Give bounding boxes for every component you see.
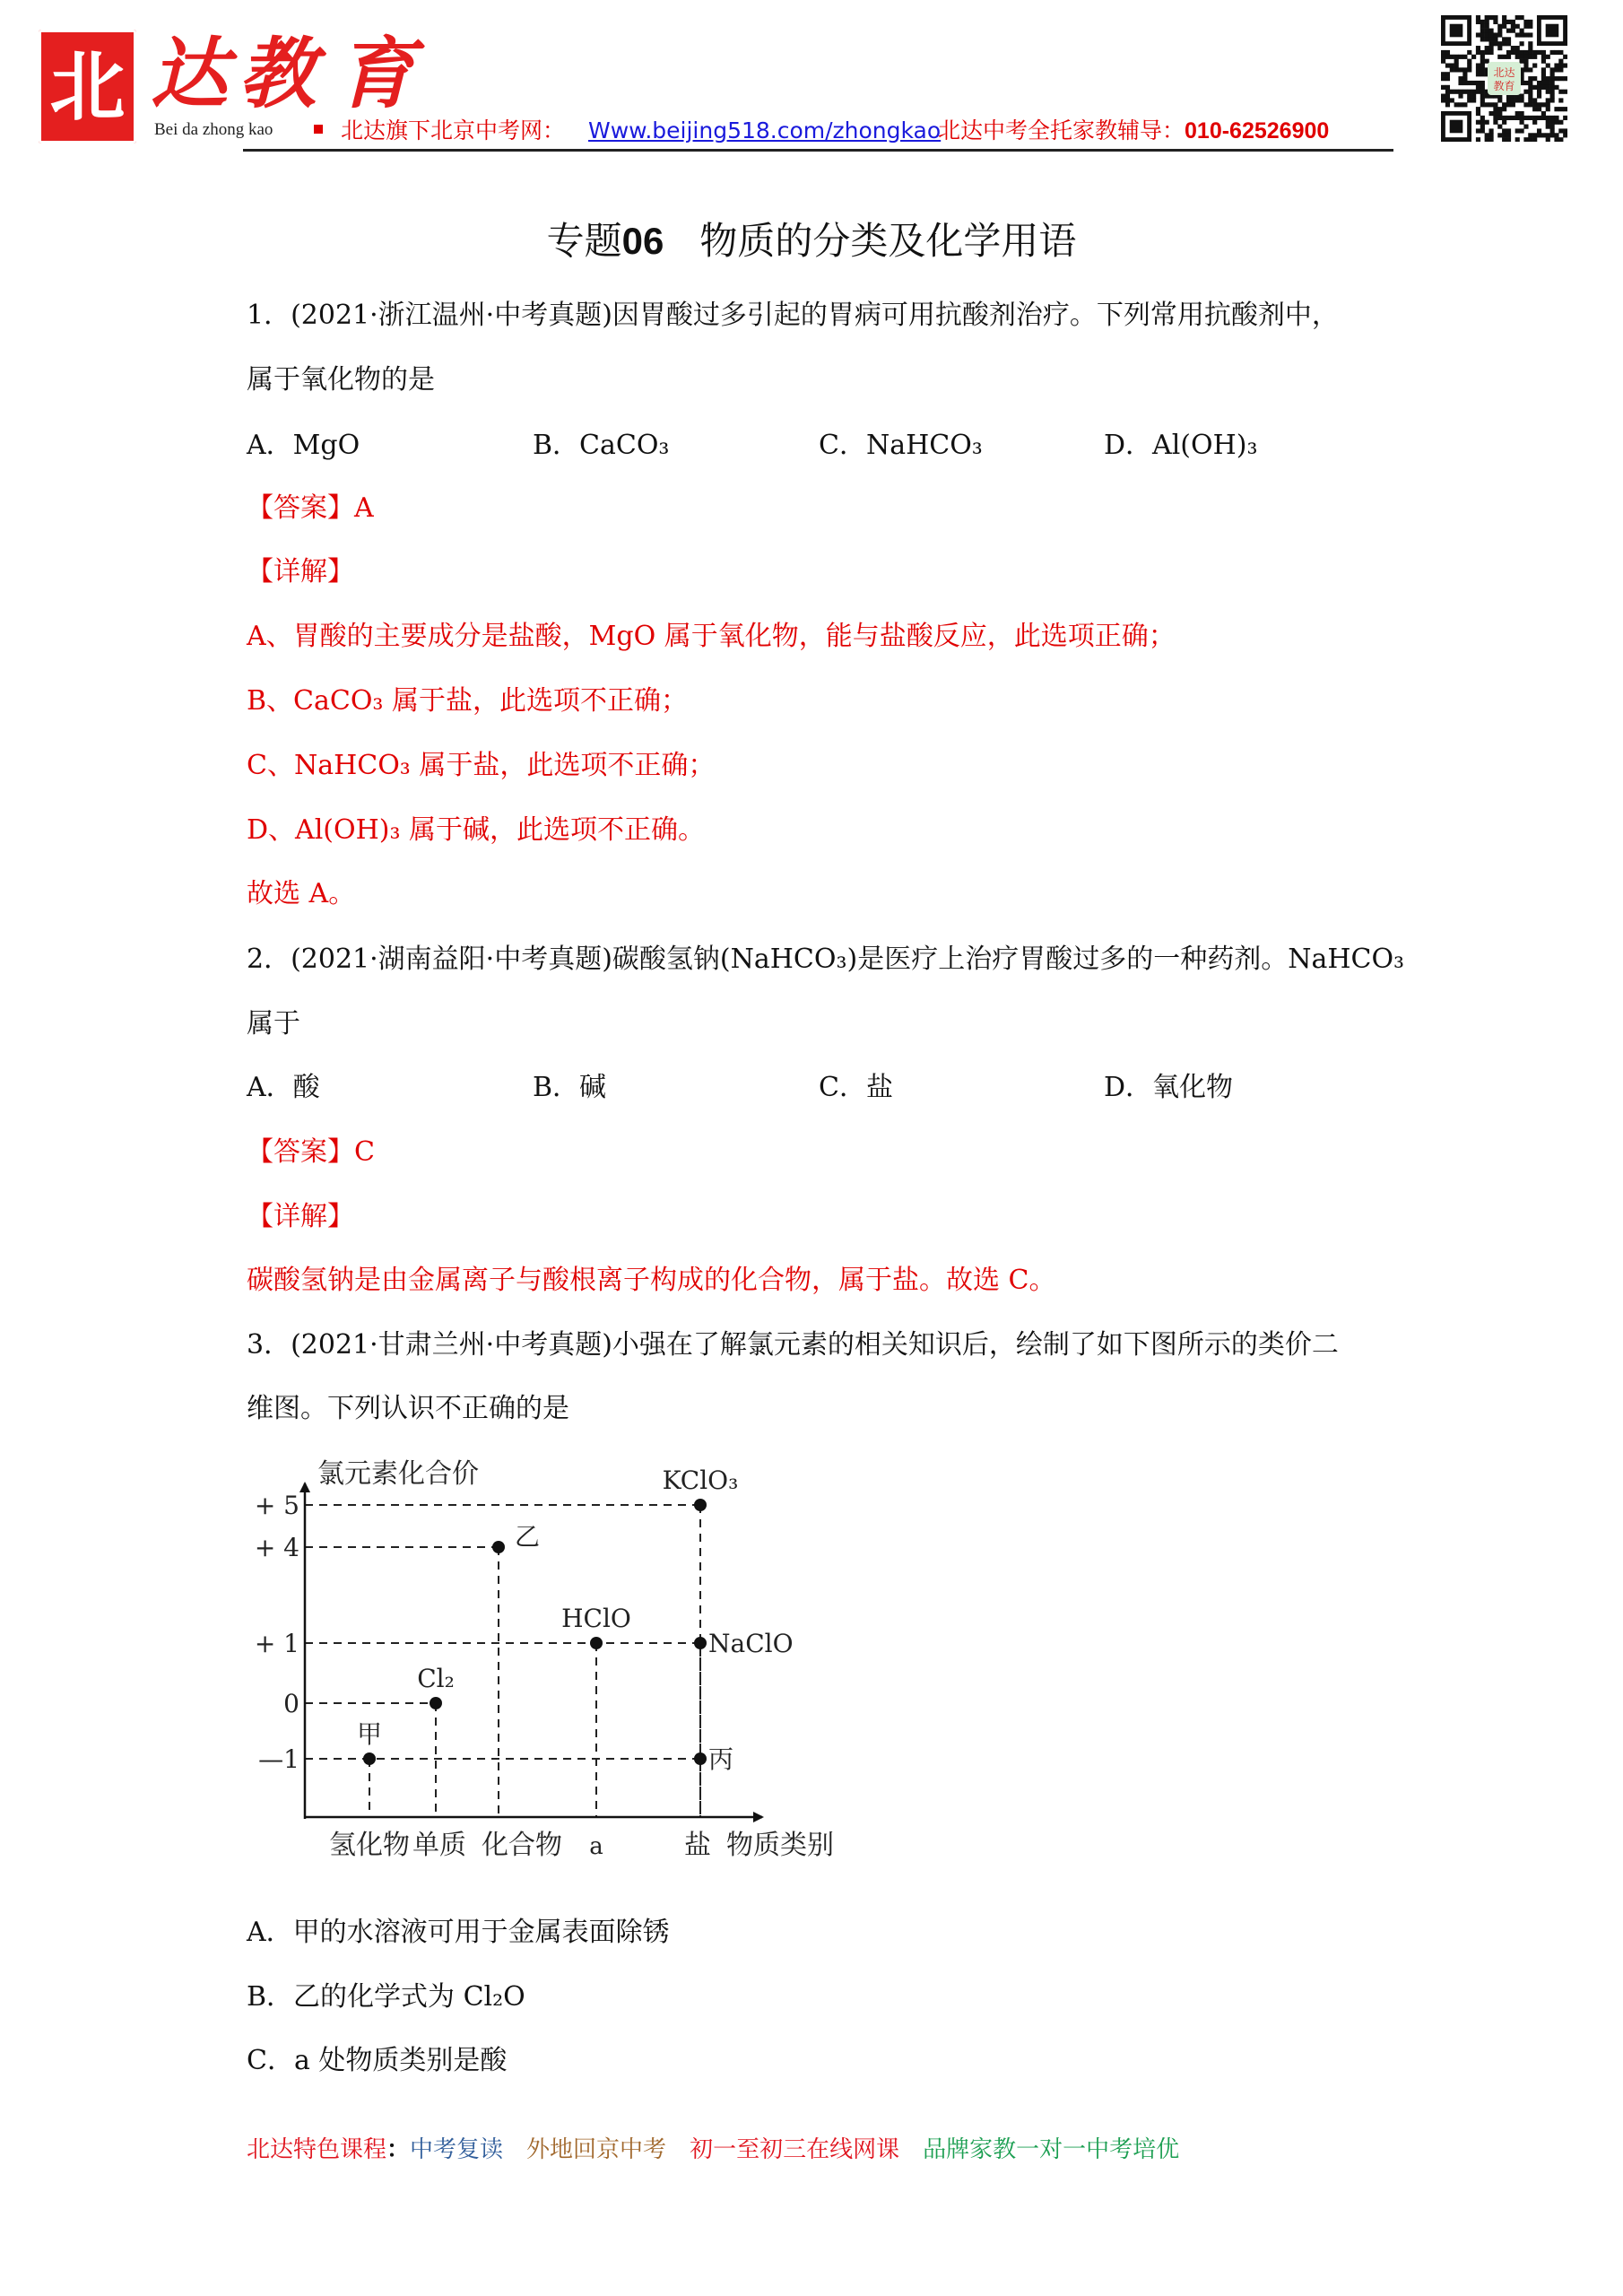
title-prefix: 专题 [546,219,622,263]
course-return-beijing[interactable]: 外地回京中考 [526,2136,667,2163]
y-tick-label: + 5 [254,1491,299,1520]
data-point [694,1499,707,1511]
footer-courses [247,2134,1179,2166]
q2-detail: 碳酸氢钠是由金属离子与酸根离子构成的化合物，属于盐。故选 C。 [247,1265,1056,1296]
point-label: KClO₃ [662,1465,739,1495]
logo-mark [39,30,136,144]
qr-code-icon [1441,15,1567,142]
valence-class-diagram [242,1453,870,1874]
y-tick-label: + 4 [254,1533,299,1562]
y-axis-label: 氯元素化合价 [317,1458,479,1490]
data-point [694,1752,707,1765]
q3-option-b: B．乙的化学式为 Cl₂O [247,1981,525,2013]
q2-detail-label: 【详解】 [247,1201,354,1232]
q2-stem-line-1: 2．(2021·湖南益阳·中考真题)碳酸氢钠(NaHCO₃)是医疗上治疗胃酸过多的一种药剂。NaHCO₃ [247,944,1405,975]
header-divider [243,149,1393,152]
data-point [492,1541,505,1553]
q3-option-a: A．甲的水溶液可用于金属表面除锈 [247,1917,670,1948]
qr-center-text-top: 北达 [1493,66,1515,79]
data-point [363,1752,376,1765]
q1-stem-line-1: 1．(2021·浙江温州·中考真题)因胃酸过多引起的胃病可用抗酸剂治疗。下列常用抗酸剂中， [247,300,1339,331]
data-point [590,1637,603,1649]
q1-option-d: D．Al(OH)₃ [1104,430,1258,461]
y-tick-label: —1 [258,1744,299,1774]
q3-option-c: C．a 处物质类别是酸 [247,2045,508,2076]
qr-center-text-bottom: 教育 [1493,80,1515,92]
x-category-label: 化合物 [482,1830,562,1861]
bullet-square-icon [314,125,323,134]
footer-colon: ： [386,2136,411,2163]
q1-detail-c: C、NaHCO₃ 属于盐，此选项不正确； [247,750,716,781]
x-category-label: 盐 [684,1830,711,1861]
course-review[interactable]: 中考复读 [410,2136,504,2163]
site-link[interactable]: Www.beijing518.com/zhongkao [588,117,942,144]
q1-option-b: B．CaCO₃ [533,430,670,461]
data-point [430,1697,442,1709]
point-label: 甲 [356,1719,383,1749]
point-label: Cl₂ [417,1664,455,1693]
x-category-label: a [589,1833,603,1860]
q1-detail-label: 【详解】 [247,556,354,587]
point-label: HClO [561,1604,631,1633]
q1-conclusion: 故选 A。 [247,878,356,909]
tutoring-info [938,116,1329,146]
data-point [694,1637,707,1649]
q2-option-a: A．酸 [247,1072,320,1103]
course-online[interactable]: 初一至初三在线网课 [690,2136,900,2163]
q2-stem-line-2: 属于 [247,1008,300,1039]
logo-char-jiao: 教 [239,29,316,119]
q1-option-a: A．MgO [247,430,360,461]
q2-option-b: B．碱 [533,1072,607,1103]
footer-label: 北达特色课程 [247,2136,387,2163]
course-tutoring[interactable]: 品牌家教一对一中考培优 [923,2136,1180,2163]
q1-answer: 【答案】A [247,492,374,524]
site-label: 北达旗下北京中考网： [341,117,566,144]
q1-detail-b: B、CaCO₃ 属于盐，此选项不正确； [247,685,688,717]
point-label: NaClO [708,1629,794,1658]
q2-option-c: C．盐 [819,1072,893,1103]
q1-detail-a: A、胃酸的主要成分是盐酸，MgO 属于氧化物，能与盐酸反应，此选项正确； [247,621,1176,652]
page-title [0,219,1623,264]
logo-char-da: 达 [151,29,228,119]
point-label: 乙 [515,1522,541,1552]
tutoring-label: 北达中考全托家教辅导： [938,117,1185,144]
logo-char-yu: 育 [337,29,414,119]
q2-option-d: D．氧化物 [1104,1072,1234,1103]
q2-answer: 【答案】C [247,1136,375,1168]
x-axis-label: 物质类别 [726,1830,834,1861]
phone-number: 010-62526900 [1185,118,1330,144]
q1-stem-line-2: 属于氧化物的是 [247,364,435,396]
q3-stem-line-2: 维图。下列认识不正确的是 [247,1393,569,1424]
title-text: 物质的分类及化学用语 [699,219,1077,263]
y-tick-label: + 1 [254,1629,299,1658]
title-number: 06 [621,220,664,262]
x-category-label: 氢化物 [329,1830,410,1861]
x-category-label: 单质 [412,1830,466,1861]
q3-stem-line-1: 3．(2021·甘肃兰州·中考真题)小强在了解氯元素的相关知识后，绘制了如下图所示的类价二 [247,1329,1339,1361]
point-label: 丙 [708,1744,734,1774]
y-tick-label: 0 [283,1689,299,1718]
q1-detail-d: D、Al(OH)₃ 属于碱，此选项不正确。 [247,814,706,846]
logo-mark-char: 北 [49,42,126,131]
logo-subtitle: Bei da zhong kao [154,120,273,139]
q1-option-c: C．NaHCO₃ [819,430,983,461]
